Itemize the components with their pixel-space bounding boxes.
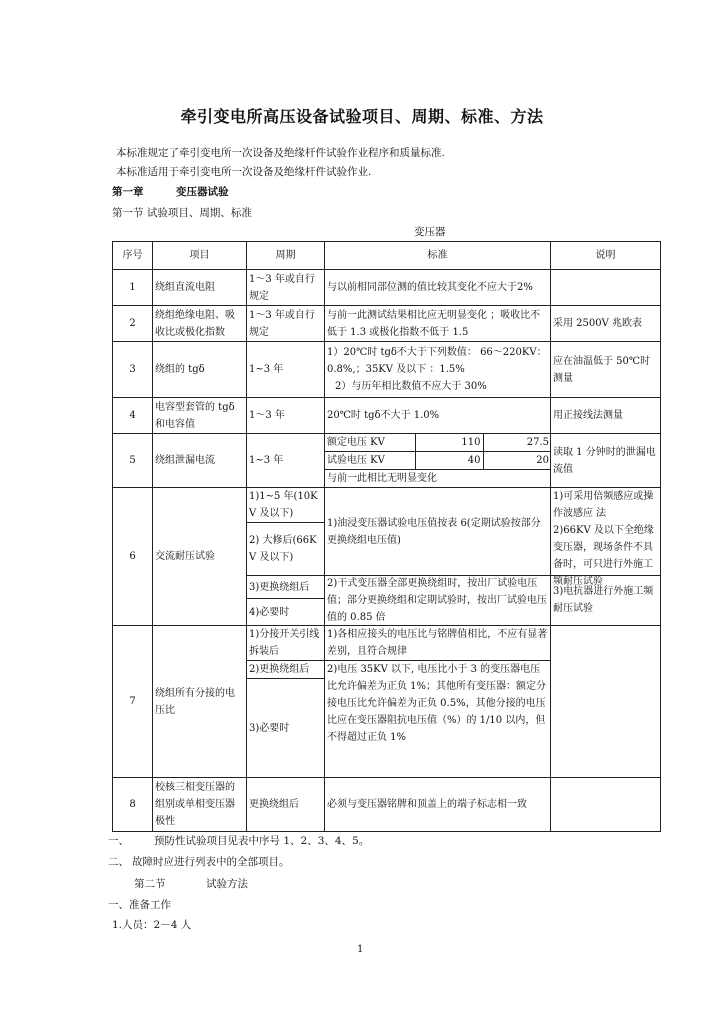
period-part: 1)1~5 年(10KV 及以下) — [247, 488, 324, 523]
subtable-row — [325, 434, 551, 452]
period-part-text: 4)必要时 — [249, 606, 290, 618]
voltage-subtable — [325, 434, 551, 487]
row-standard-line: 1）20℃时 tgδ不大于下列数值： 66～220KV：0.8%,；35KV 及以下 ：1.5% — [327, 347, 547, 375]
row-no: 1 — [113, 270, 153, 306]
standard-part: 1)各相应接头的电压比与铭牌值相比，不应有显著差别，且符合规律 — [325, 626, 550, 661]
period-part — [247, 679, 324, 777]
header-standard: 标准 — [325, 242, 551, 270]
table-caption: 变压器 — [414, 226, 446, 238]
row-item: 绕组所有分接的电压比 — [153, 626, 247, 778]
row-item: 绕组绝缘电阻、吸收比或极化指数 — [153, 306, 247, 342]
row-standard — [325, 488, 551, 626]
subtable-value: 40 — [415, 452, 483, 470]
period-part: 1)分接开关引线拆装后 — [247, 626, 324, 661]
intro-applicability: 本标准适用于牵引变电所一次设备及绝缘杆件试验作业. — [116, 166, 372, 178]
header-note: 说明 — [551, 242, 661, 270]
row-note: 读取 1 分钟时的泄漏电流值 — [551, 434, 661, 488]
row-note — [551, 488, 661, 626]
table-row — [113, 270, 661, 306]
section-heading: 第一节 试验项目、周期、标准 — [112, 207, 252, 219]
subtable-note: 与前一此相比无明显变化 — [327, 473, 437, 484]
subtable-value: 27.5 — [483, 434, 551, 452]
period-part-text: 3)更换绕组后 — [249, 581, 310, 593]
row-no: 5 — [113, 434, 153, 488]
row-note: 采用 2500V 兆欧表 — [551, 306, 661, 342]
row-period: 1～3 年 — [247, 398, 325, 434]
page-number: 1 — [357, 944, 364, 955]
standard-part — [325, 488, 550, 576]
row-period: 更换绕组后 — [247, 778, 325, 832]
page-title: 牵引变电所高压设备试验项目、周期、标准、方法 — [180, 107, 544, 126]
list-item-text: 故障时应进行列表中的全部项目。 — [132, 856, 290, 868]
note-part: 1)可采用倍频感应或操作波感应 法 — [553, 491, 654, 519]
transformer-test-table — [112, 241, 661, 832]
period-part-text: 3)必要时 — [249, 722, 290, 734]
row-item: 绕组直流电阻 — [153, 270, 247, 306]
standard-part-text: 2)干式变压器全部更换绕组时，按出厂试验电压值；部分更换绕组和定期试验时，按出厂试验电压值的 0.85 倍 — [327, 577, 547, 623]
table-row — [113, 778, 661, 832]
header-period: 周期 — [247, 242, 325, 270]
period-part — [247, 576, 324, 599]
row-item: 校核三相变压器的组别或单相变压器极性 — [153, 778, 247, 832]
row-period: 1～3 年或自行规定 — [247, 270, 325, 306]
row-standard: 与以前相同部位测的值比较其变化不应大于2% — [325, 270, 551, 306]
row-no: 8 — [113, 778, 153, 832]
note-part — [551, 576, 660, 624]
row-no: 2 — [113, 306, 153, 342]
row-standard: 必须与变压器铭牌和顶盖上的端子标志相一致 — [325, 778, 551, 832]
row-standard — [325, 434, 551, 488]
table-row — [113, 488, 661, 626]
row-standard: 20℃时 tgδ不大于 1.0% — [325, 398, 551, 434]
row-note — [551, 270, 661, 306]
list-item-number: 二、 — [108, 856, 129, 868]
standard-part-text: 1)油浸变压器试验电压值按表 6(定期试验按部分更换绕组电压值) — [327, 517, 541, 546]
row-note: 用正接线法测量 — [551, 398, 661, 434]
row-standard-line: 2）与历年相比数值不应大于 30% — [335, 381, 487, 392]
table-row — [113, 434, 661, 488]
row-standard — [325, 342, 551, 398]
row-note — [551, 778, 661, 832]
table-row — [113, 342, 661, 398]
table-header-row — [113, 242, 661, 270]
note-part-text: 3)电抗器进行外施工频耐压试验 — [553, 586, 654, 614]
row-note — [551, 626, 661, 778]
header-no: 序号 — [113, 242, 153, 270]
section-number: 第二节 — [134, 878, 166, 890]
period-part: 2)更换绕组后 — [247, 661, 324, 679]
header-item: 项目 — [153, 242, 247, 270]
subtable-label: 额定电压 KV — [325, 434, 415, 452]
row-no: 4 — [113, 398, 153, 434]
personnel-line: 1.人员：2－4 人 — [112, 919, 192, 931]
standard-part — [325, 576, 550, 624]
row-standard: 与前一此测试结果相比应无明显变化 ；吸收比不低于 1.3 或极化指数不低于 1.5 — [325, 306, 551, 342]
row-no: 7 — [113, 626, 153, 778]
intro-scope: 本标准规定了牵引变电所一次设备及绝缘杆件试验作业程序和质量标准. — [116, 147, 445, 159]
subtable-value: 110 — [415, 434, 483, 452]
row-item: 交流耐压试验 — [153, 488, 247, 626]
chapter-name: 变压器试验 — [176, 186, 229, 198]
list-item-number: 一、 — [108, 835, 129, 847]
row-note: 应在油温低于 50℃时测量 — [551, 342, 661, 398]
row-period: 1~3 年 — [247, 434, 325, 488]
row-period: 1~3 年 — [247, 342, 325, 398]
row-period: 1～3 年或自行规定 — [247, 306, 325, 342]
list-item-text: 预防性试验项目见表中序号 1、2、3、4、5。 — [154, 835, 370, 847]
row-period — [247, 488, 325, 626]
row-item: 绕组泄漏电流 — [153, 434, 247, 488]
period-part-text: 2) 大修后(66KV 及以下) — [249, 535, 317, 563]
note-part: 2)66KV 及以下全绝缘变压器，现场条件不具备时，可只进行外施工频耐压试验 — [551, 522, 660, 576]
subtable-row — [325, 470, 551, 488]
subtable-label: 试验电压 KV — [325, 452, 415, 470]
row-item: 绕组的 tgδ — [153, 342, 247, 398]
subheading-preparation: 一、准备工作 — [108, 899, 171, 911]
row-no: 6 — [113, 488, 153, 626]
row-item: 电容型套管的 tgδ和电容值 — [153, 398, 247, 434]
table-row — [113, 306, 661, 342]
table-row — [113, 398, 661, 434]
row-no: 3 — [113, 342, 153, 398]
section-name: 试验方法 — [206, 878, 248, 890]
table-row — [113, 626, 661, 778]
subtable-value: 20 — [483, 452, 551, 470]
row-period — [247, 626, 325, 778]
row-standard — [325, 626, 551, 778]
period-part — [247, 599, 324, 625]
standard-part: 2)电压 35KV 以下, 电压比小于 3 的变压器电压比允许偏差为正负 1%；其他所有变压器：额定分接电压比允许偏差为正负 0.5%，其他分接的电压比应在变压器阻抗电压值（%）的 1/10 以内，但不得超过正负 1% — [327, 664, 547, 743]
period-part — [247, 523, 324, 576]
chapter-number: 第一章 — [112, 186, 144, 198]
subtable-row — [325, 452, 551, 470]
